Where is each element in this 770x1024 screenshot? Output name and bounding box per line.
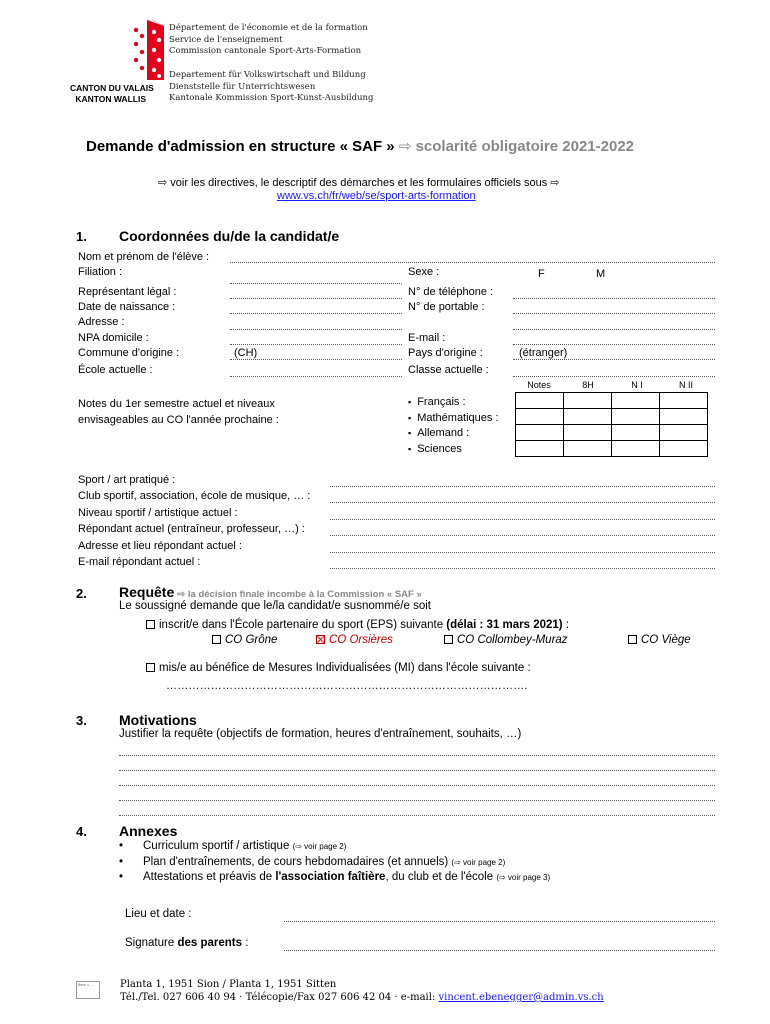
footer-contact: [120, 991, 604, 1004]
grades-header: Notes: [527, 380, 551, 390]
motivation-line[interactable]: [119, 770, 715, 771]
checkbox[interactable]: [628, 635, 637, 644]
annex-text: Curriculum sportif / artistique: [143, 840, 290, 852]
signature-label-a: Signature: [125, 937, 178, 949]
checkbox[interactable]: [212, 635, 221, 644]
field-label: Niveau sportif / artistique actuel :: [78, 507, 238, 519]
grades-header: 8H: [582, 380, 594, 390]
header-fr: [169, 23, 368, 58]
title-main: Demande d'admission en structure « SAF »: [86, 138, 395, 155]
school-field[interactable]: [230, 376, 402, 377]
table-row: [516, 441, 708, 457]
field-label: Répondant actuel (entraîneur, professeur, …) :: [78, 523, 305, 535]
arrow-icon: ⇨: [398, 138, 412, 155]
mi-label: mis/e au bénéfice de Mesures Individualisées (MI) dans l'école suivante :: [159, 662, 531, 674]
recycling-stamp: [76, 981, 100, 999]
grade-cell[interactable]: [516, 425, 564, 441]
field-label: Date de naissance :: [78, 301, 176, 313]
mobile-field[interactable]: [513, 313, 715, 314]
country-field[interactable]: [513, 359, 715, 360]
field-label: Commune d'origine :: [78, 347, 180, 359]
sex-option-f[interactable]: F: [538, 268, 545, 280]
section-title-row: [119, 584, 422, 600]
signature-label: [125, 937, 248, 949]
title-sub: scolarité obligatoire 2021-2022: [415, 138, 635, 155]
table-row: [516, 393, 708, 409]
field-label: Représentant légal :: [78, 286, 177, 298]
field-label: N° de portable :: [408, 301, 485, 313]
mi-school-field[interactable]: …………………………………………………………………………………….: [166, 680, 528, 692]
annex-text: Attestations et préavis de: [143, 871, 276, 883]
section-title: Motivations: [119, 712, 197, 728]
phone-field[interactable]: [513, 298, 715, 299]
field-label: Adresse et lieu répondant actuel :: [78, 540, 242, 552]
school-option-viege[interactable]: [628, 634, 691, 646]
birthdate-field[interactable]: [230, 313, 402, 314]
field-label: Sexe :: [408, 266, 440, 278]
header-fr-line: Service de l'enseignement: [169, 34, 283, 45]
stamp-text: Beim v. ....: [78, 983, 95, 987]
respondent-email-field[interactable]: [330, 568, 715, 569]
notes-label-line: envisageables au CO l'année prochaine :: [78, 414, 279, 426]
eps-colon: :: [562, 619, 570, 631]
school-option-grone[interactable]: [212, 634, 277, 646]
signature-field[interactable]: [284, 950, 715, 951]
section-note: ⇨ la décision finale incombe à la Commission « SAF »: [177, 589, 422, 600]
field-label: E-mail répondant actuel :: [78, 556, 201, 568]
motivation-instruction: Justifier la requête (objectifs de formation, heures d'entraînement, souhaits, …): [119, 728, 522, 740]
field-label: Classe actuelle :: [408, 364, 489, 376]
section-title: Coordonnées du/de la candidat/e: [119, 228, 340, 244]
header-de-line: Dienststelle für Unterrichtswesen: [169, 81, 316, 92]
grade-cell[interactable]: [612, 393, 660, 409]
subject-item: ▪ Français :: [408, 395, 499, 411]
section-number: 4.: [76, 824, 87, 839]
footer-phone: Tél./Tel. 027 606 40 94 · Télécopie/Fax 027 606 42 04 · e-mail:: [120, 992, 436, 1003]
grades-table: [515, 392, 708, 457]
grade-cell[interactable]: [660, 409, 708, 425]
checkbox[interactable]: [146, 663, 155, 672]
eps-option[interactable]: [146, 619, 569, 631]
footer-address: Planta 1, 1951 Sion / Planta 1, 1951 Sitten: [120, 979, 337, 990]
annex-text-rest: , du club et de l'école: [385, 871, 494, 883]
grade-cell[interactable]: [660, 441, 708, 457]
school-option-collombey[interactable]: [444, 634, 568, 646]
header-fr-line: Département de l'économie et de la formation: [169, 23, 368, 33]
grade-cell[interactable]: [612, 441, 660, 457]
address-extra-field[interactable]: [513, 329, 715, 330]
field-label: Nom et prénom de l'élève :: [78, 251, 210, 263]
grade-cell[interactable]: [660, 425, 708, 441]
annex-ref: (⇨ voir page 2): [292, 842, 347, 851]
subjects-list: [408, 395, 499, 457]
school-option-orsieres[interactable]: [316, 634, 393, 646]
filiation-field[interactable]: [230, 283, 402, 284]
signature-label-c: :: [242, 937, 249, 949]
grade-cell[interactable]: [612, 425, 660, 441]
subject-item: ▪ Sciences: [408, 442, 499, 458]
list-item: [143, 870, 550, 886]
list-item: [143, 839, 550, 855]
checked-checkbox[interactable]: [316, 635, 325, 644]
motivation-line[interactable]: [119, 755, 715, 756]
field-label: École actuelle :: [78, 364, 153, 376]
subject-item: ▪ Allemand :: [408, 426, 499, 442]
respondent-address-field[interactable]: [330, 552, 715, 553]
header-fr-line: Commission cantonale Sport-Arts-Formation: [169, 46, 362, 56]
page-title: [86, 137, 634, 155]
grade-cell[interactable]: [564, 441, 612, 457]
field-label: NPA domicile :: [78, 332, 149, 344]
directives-link[interactable]: www.vs.ch/fr/web/se/sport-arts-formation: [277, 190, 476, 202]
etranger-hint: (étranger): [519, 347, 568, 359]
grade-cell[interactable]: [516, 393, 564, 409]
footer-email-link[interactable]: vincent.ebenegger@admin.vs.ch: [438, 992, 604, 1003]
motivation-line[interactable]: [119, 815, 715, 816]
annexes-list: [143, 839, 550, 886]
field-label: Filiation :: [78, 266, 123, 278]
field-label: Adresse :: [78, 316, 125, 328]
eps-label: inscrit/e dans l'École partenaire du sport (EPS) suivante: [159, 619, 444, 631]
grade-cell[interactable]: [564, 409, 612, 425]
npa-field[interactable]: [230, 344, 402, 345]
notes-label: [78, 396, 279, 428]
field-label: Pays d'origine :: [408, 347, 483, 359]
canton-name: [70, 83, 154, 105]
canton-fr: CANTON DU VALAIS: [70, 83, 154, 93]
header-de-line: Departement für Volkswirtschaft und Bildung: [169, 70, 366, 80]
email-field[interactable]: [513, 344, 715, 345]
level-field[interactable]: [330, 519, 715, 520]
field-label: Sport / art pratiqué :: [78, 474, 176, 486]
annex-ref: (⇨ voir page 2): [451, 857, 506, 867]
grades-header: N II: [678, 380, 693, 390]
grade-cell[interactable]: [564, 393, 612, 409]
list-item: [143, 855, 550, 871]
field-label: E-mail :: [408, 332, 446, 344]
header-de: [169, 70, 373, 105]
club-field[interactable]: [330, 502, 715, 503]
table-row: [516, 425, 708, 441]
grade-cell[interactable]: [516, 409, 564, 425]
place-date-field[interactable]: [284, 921, 715, 922]
canton-de: KANTON WALLIS: [75, 94, 146, 104]
section-number: 2.: [76, 586, 87, 601]
mi-option[interactable]: [146, 662, 531, 674]
request-text: Le soussigné demande que le/la candidat/e susnommé/e soit: [119, 600, 431, 612]
grade-cell[interactable]: [612, 409, 660, 425]
section-title: Annexes: [119, 823, 178, 839]
class-field[interactable]: [513, 376, 715, 377]
grade-cell[interactable]: [516, 441, 564, 457]
motivation-line[interactable]: [119, 785, 715, 786]
annex-text: Plan d'entraînements, de cours hebdomadaires (et annuels): [143, 855, 449, 868]
school-label: CO Orsières: [329, 634, 393, 646]
notes-label-line: Notes du 1er semestre actuel et niveaux: [78, 398, 275, 410]
deadline-label: (délai : 31 mars 2021): [446, 619, 563, 631]
student-name-field[interactable]: [230, 262, 715, 263]
subject-item: ▪ Mathématiques :: [408, 411, 499, 427]
field-label: Club sportif, association, école de musique, … :: [78, 490, 311, 502]
legal-rep-field[interactable]: [230, 298, 402, 299]
grade-cell[interactable]: [660, 393, 708, 409]
footer: [120, 978, 604, 1004]
header-de-line: Kantonale Kommission Sport-Kunst-Ausbildung: [169, 93, 374, 103]
section-number: 3.: [76, 713, 87, 728]
motivation-line[interactable]: [119, 800, 715, 801]
place-date-label: Lieu et date :: [125, 908, 192, 920]
signature-label-b: des parents: [177, 937, 242, 949]
sex-option-m[interactable]: M: [596, 268, 606, 280]
canton-valais-flag-logo: [130, 20, 164, 80]
annex-bold: l'association faîtière: [275, 871, 386, 883]
ch-hint: (CH): [234, 347, 258, 359]
checkbox[interactable]: [146, 620, 155, 629]
annex-ref: (⇨ voir page 3): [496, 873, 551, 882]
commune-field[interactable]: [230, 359, 402, 360]
section-title: Requête: [119, 584, 175, 600]
school-label: CO Collombey-Muraz: [457, 634, 568, 646]
sport-field[interactable]: [330, 486, 715, 487]
respondent-field[interactable]: [330, 535, 715, 536]
address-field[interactable]: [230, 329, 402, 330]
grade-cell[interactable]: [564, 425, 612, 441]
grades-header: N I: [631, 380, 643, 390]
intro-text: ⇨ voir les directives, le descriptif des démarches et les formulaires officiels sous ⇨: [158, 177, 560, 189]
checkbox[interactable]: [444, 635, 453, 644]
school-label: CO Grône: [225, 634, 278, 646]
section-number: 1.: [76, 229, 87, 244]
table-row: [516, 409, 708, 425]
school-label: CO Viège: [641, 634, 691, 646]
field-label: N° de téléphone :: [408, 286, 494, 298]
